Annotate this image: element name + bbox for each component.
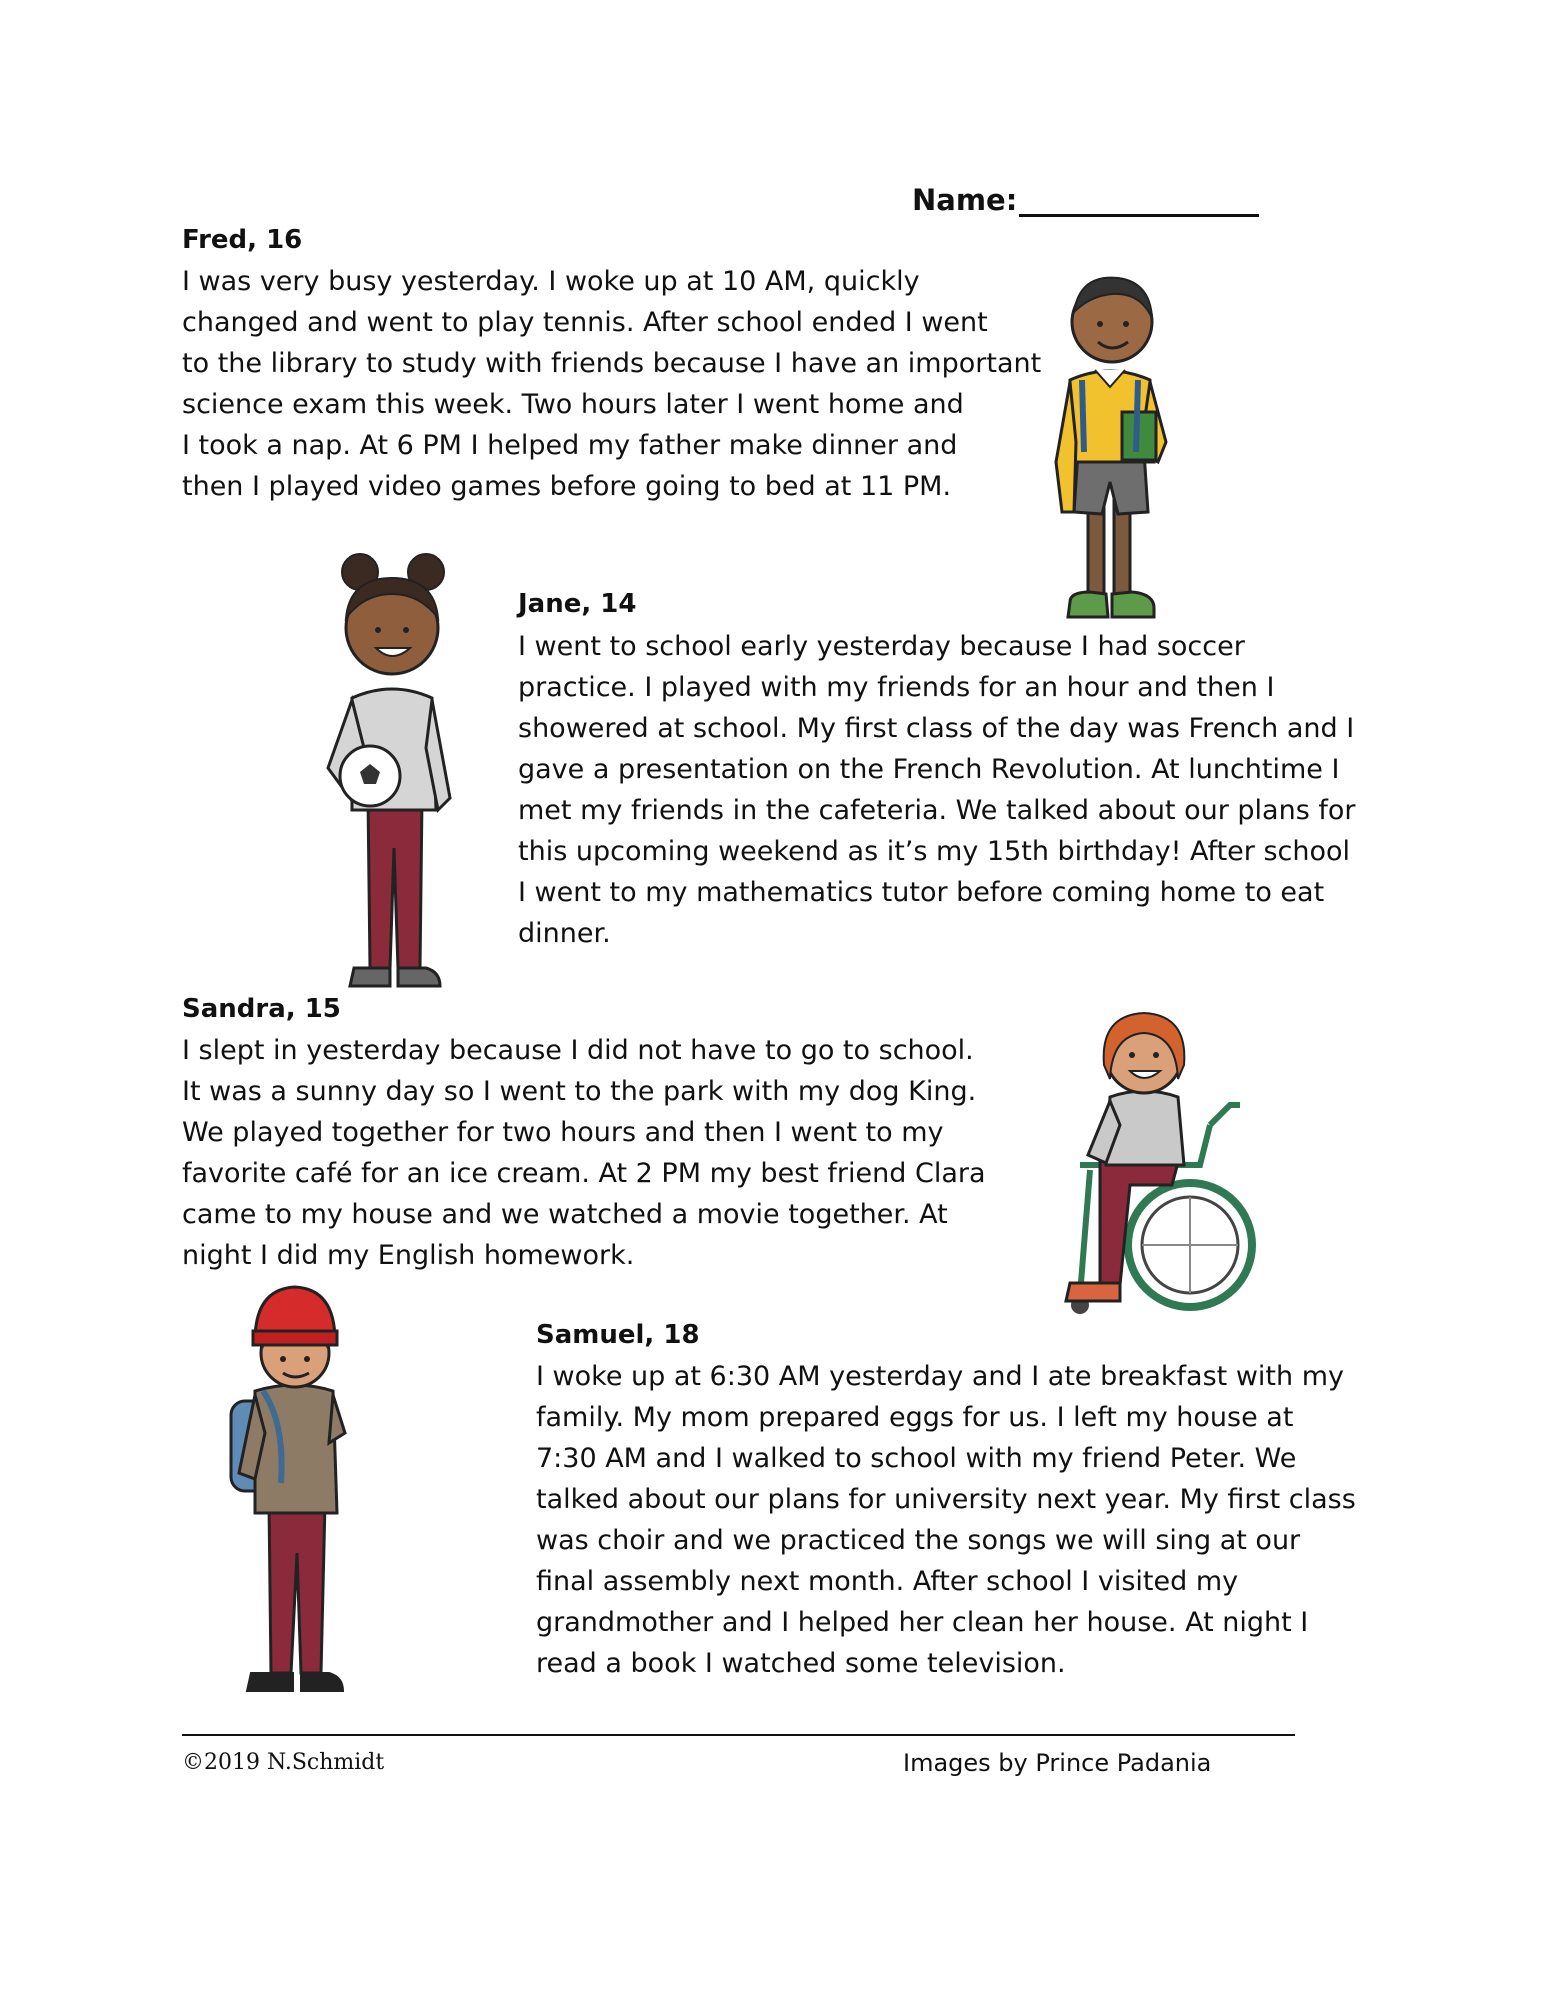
name-field (912, 183, 1259, 217)
jane-paragraph: I went to school early yesterday because I had soccer practice. I played with my friends for an hour and then I showered at school. My first class of the day was French and I gave a presentation on the French Revolution. At lunchtime I met my friends in the cafeteria. We talked about our plans for this upcoming weekend as it’s my 15th birthday! After school I went to my mathematics tutor before coming home to eat dinner. (518, 631, 1356, 949)
girl-in-wheelchair-icon (1040, 1005, 1270, 1320)
boy-with-book-icon (1040, 262, 1180, 632)
sandra-heading: Sandra, 15 (182, 994, 341, 1024)
footer-divider (182, 1734, 1295, 1736)
fred-paragraph: I was very busy yesterday. I woke up at 10 AM, quickly changed and went to play tennis. After school ended I went to the library to study with friends because I have an important science exam this week. Two hours later I went home and I took a nap. At 6 PM I helped my father make dinner and then I played video games before going to bed at 11 PM. (182, 266, 1042, 502)
fred-heading: Fred, 16 (182, 225, 303, 255)
copyright-text: ©2019 N.Schmidt (182, 1750, 385, 1775)
name-blank-line (1019, 184, 1259, 217)
samuel-heading: Samuel, 18 (536, 1320, 700, 1350)
name-label: Name: (912, 183, 1018, 217)
image-credit: Images by Prince Padania (903, 1749, 1212, 1777)
sandra-paragraph: I slept in yesterday because I did not have to go to school. It was a sunny day so I went to the park with my dog King. We played together for two hours and then I went to my favorite café for an ice cream. At 2 PM my best friend Clara came to my house and we watched a movie together. At night I did my English homework. (182, 1035, 986, 1271)
jane-heading: Jane, 14 (518, 589, 637, 619)
boy-with-red-hat-icon (225, 1283, 365, 1703)
samuel-paragraph: I woke up at 6:30 AM yesterday and I ate breakfast with my family. My mom prepared eggs for us. I left my house at 7:30 AM and I walked to school with my friend Peter. We talked about our plans for university next year. My first class was choir and we practiced the songs we will sing at our final assembly next month. After school I visited my grandmother and I helped her clean her house. At night I read a book I watched some television. (536, 1361, 1356, 1679)
girl-with-soccer-ball-icon (310, 548, 475, 998)
